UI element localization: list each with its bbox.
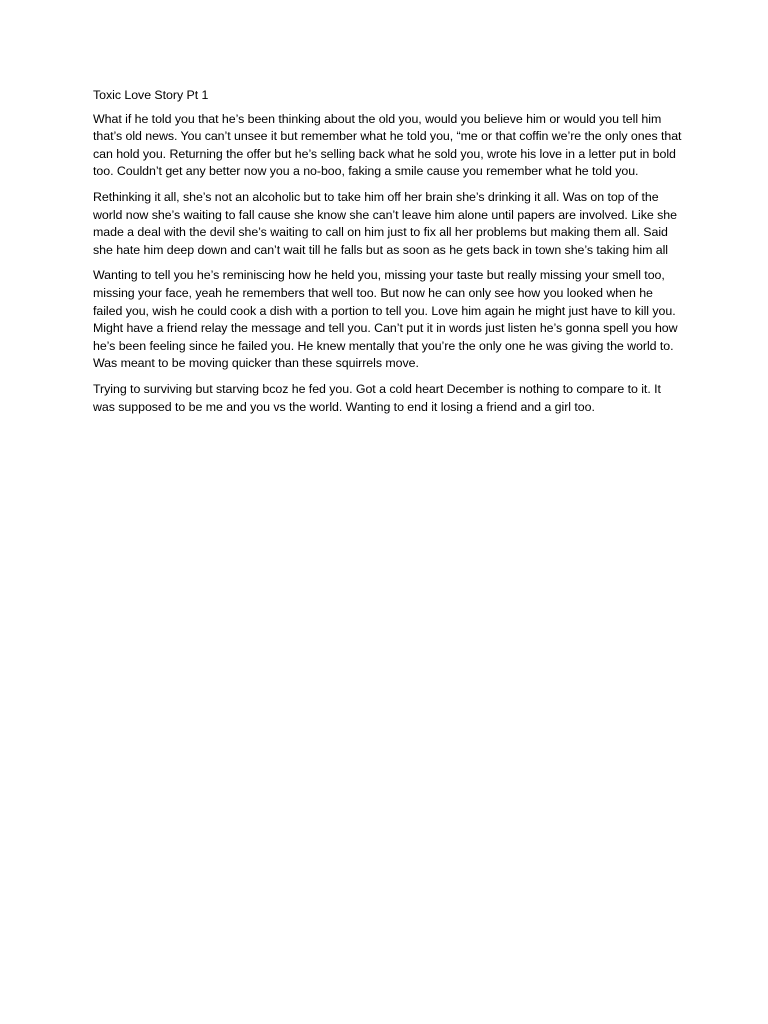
paragraph-3: Wanting to tell you he’s reminiscing how he held you, missing your taste but really missing your smell too, missing your face, yeah he remembers that well too. But now he can only see how you looked when he failed you, wish he could cook a dish with a portion to tell you. Love him again he might just have to kill you. Might have a friend relay the message and tell you. Can’t put it in words just listen he’s gonna spell you how he’s been feeling since he failed you. He knew mentally that you’re the only one he was giving the world to. Was meant to be moving quicker than these squirrels move. (93, 268, 678, 371)
document-title: Toxic Love Story Pt 1 (93, 88, 209, 102)
paragraph-2: Rethinking it all, she’s not an alcoholic but to take him off her brain she’s drinking it all. Was on top of the world now she’s waiting to fall cause she know she can’t leave him alone until papers are involved. Like she made a deal with the devil she’s waiting to call on him just to fix all her problems but making them all. Said she hate him deep down and can’t wait till he falls but as soon as he gets back in town she’s taking him all (93, 189, 677, 257)
document-body (93, 87, 683, 424)
paragraph-4: Trying to surviving but starving bcoz he fed you. Got a cold heart December is nothing to compare to it. It was supposed to be me and you vs the world. Wanting to end it losing a friend and a girl too. (93, 381, 661, 414)
paragraph-1: What if he told you that he’s been thinking about the old you, would you believe him or would you tell him that’s old news. You can’t unsee it but remember what he told you, “me or that coffin we’re the only ones that can hold you. Returning the offer but he’s selling back what he sold you, wrote his love in a letter put in bold too. Couldn’t get any better now you a no-boo, faking a smile cause you remember what he told you. (93, 111, 682, 179)
